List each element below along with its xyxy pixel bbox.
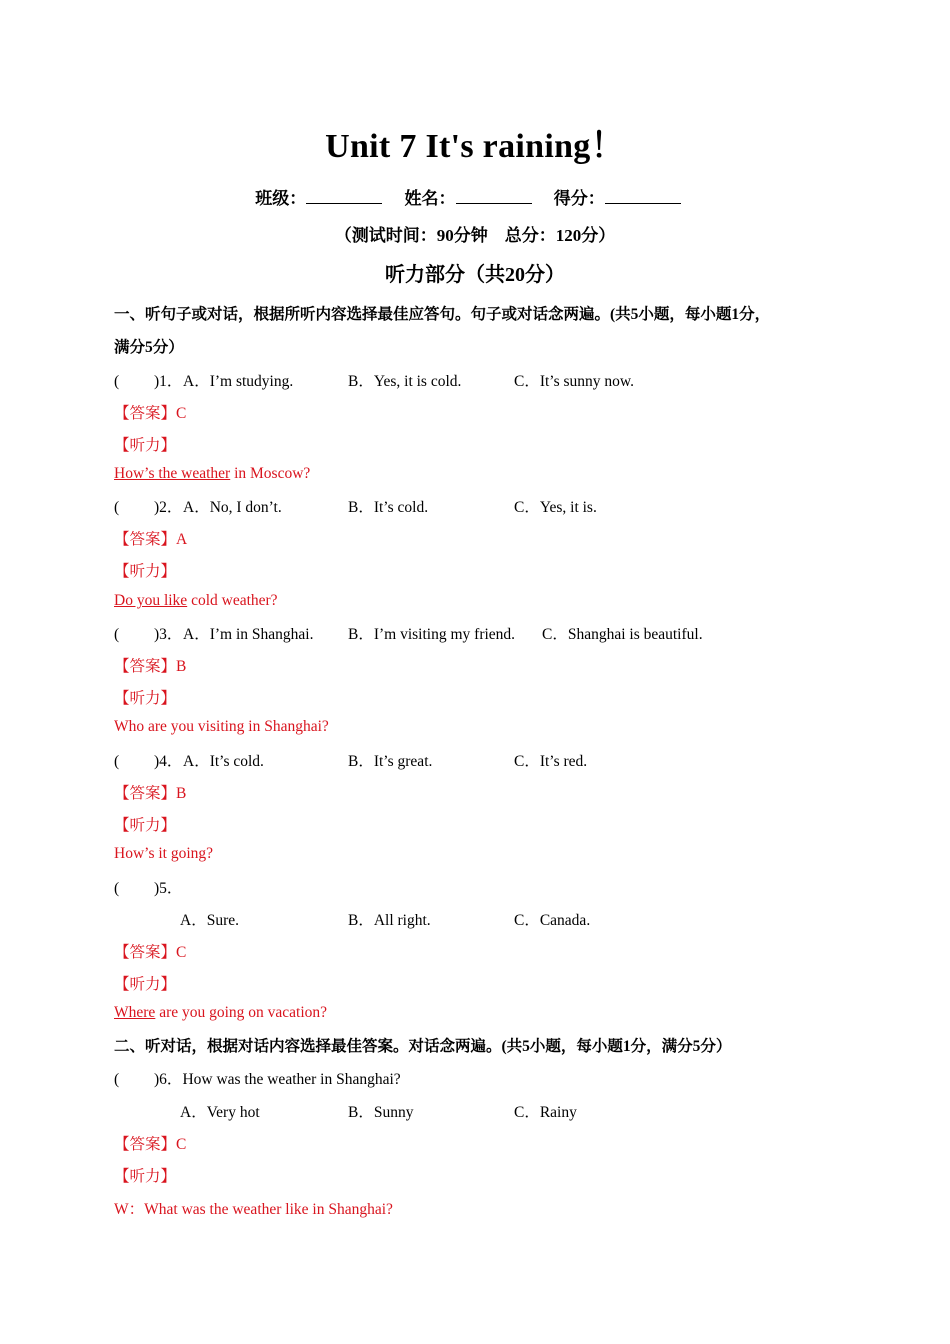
option-a: A．I’m in Shanghai. [183,626,314,643]
class-label: 班级： [255,189,307,208]
part2-instruction: 二、听对话，根据对话内容选择最佳答案。对话念两遍。(共5小题，每小题1分，满分5分） [114,1038,732,1055]
answer-6: 【答案】C [114,1136,187,1153]
student-info-line [0,184,950,209]
question-number: 4． [159,753,183,770]
part1-instruction-line2: 满分5分） [114,339,184,356]
question-number: 1． [159,373,183,390]
option-b: B．I’m visiting my friend. [348,626,516,643]
answer-blank: ( [114,753,120,770]
question-3: ( )3． A．I’m in Shanghai. B．I’m visiting my friend. C．Shanghai is beautiful. [114,622,834,644]
time-info: （测试时间：90分钟 总分：120分） [334,226,616,245]
option-a: A．No, I don’t. [183,499,282,516]
option-b: B．Yes, it is cold. [348,373,462,390]
answer-4: 【答案】B [114,785,187,802]
listening-script-5: Where are you going on vacation? [114,1004,328,1021]
listening-label-1: 【听力】 [114,437,177,454]
option-a: A．Sure. [180,912,239,929]
answer-2: 【答案】A [114,531,188,548]
option-c: C．Rainy [514,1104,577,1121]
option-a: A．Very hot [180,1104,260,1121]
score-label: 得分： [553,189,605,208]
option-a: A．I’m studying. [183,373,294,390]
option-b: B．Sunny [348,1104,414,1121]
score-blank [605,187,681,204]
answer-blank: ( [114,880,120,897]
option-b: B．All right. [348,912,431,929]
question-5: ( )5． [114,880,183,897]
class-blank [306,187,382,204]
question-number: 5． [159,880,183,897]
listening-script-1: How’s the weather in Moscow? [114,465,311,482]
option-c: C．Canada. [514,912,591,929]
listening-script-6: W：What was the weather like in Shanghai? [114,1201,393,1218]
option-b: B．It’s cold. [348,499,429,516]
question-number: 6． [159,1071,183,1088]
option-a: A．It’s cold. [183,753,264,770]
answer-3: 【答案】B [114,658,187,675]
listening-label-2: 【听力】 [114,563,177,580]
question-2: ( )2． A．No, I don’t. B．It’s cold. C．Yes, it is. [114,495,834,517]
option-c: C．It’s red. [514,753,588,770]
question-number: 3． [159,626,183,643]
listening-script-2: Do you like cold weather? [114,592,278,609]
document-title: Unit 7 It's raining！ [325,128,625,165]
answer-blank: ( [114,373,120,390]
question-6: ( )6．How was the weather in Shanghai? [114,1071,401,1088]
option-c: C．Shanghai is beautiful. [542,626,703,643]
question-number: 2． [159,499,183,516]
option-c: C．Yes, it is. [514,499,597,516]
listening-script-3: Who are you visiting in Shanghai? [114,718,329,735]
name-label: 姓名： [404,189,456,208]
question-1: ( )1． A．I’m studying. B．Yes, it is cold. C．It’s sunny now. [114,369,834,391]
answer-1: 【答案】C [114,405,187,422]
answer-blank: ( [114,1071,120,1088]
section-title: 听力部分（共20分） [385,264,565,286]
answer-blank: ( [114,499,120,516]
listening-script-4: How’s it going? [114,845,214,862]
question-4: ( )4． A．It’s cold. B．It’s great. C．It’s red. [114,749,834,771]
listening-label-4: 【听力】 [114,817,177,834]
option-b: B．It’s great. [348,753,433,770]
answer-5: 【答案】C [114,944,187,961]
question-text: How was the weather in Shanghai? [182,1071,401,1088]
listening-label-3: 【听力】 [114,690,177,707]
name-blank [456,187,532,204]
listening-label-5: 【听力】 [114,976,177,993]
listening-label-6: 【听力】 [114,1168,177,1185]
option-c: C．It’s sunny now. [514,373,634,390]
part1-instruction-line1: 一、听句子或对话，根据所听内容选择最佳应答句。句子或对话念两遍。(共5小题，每小题1分， [114,306,771,323]
answer-blank: ( [114,626,120,643]
